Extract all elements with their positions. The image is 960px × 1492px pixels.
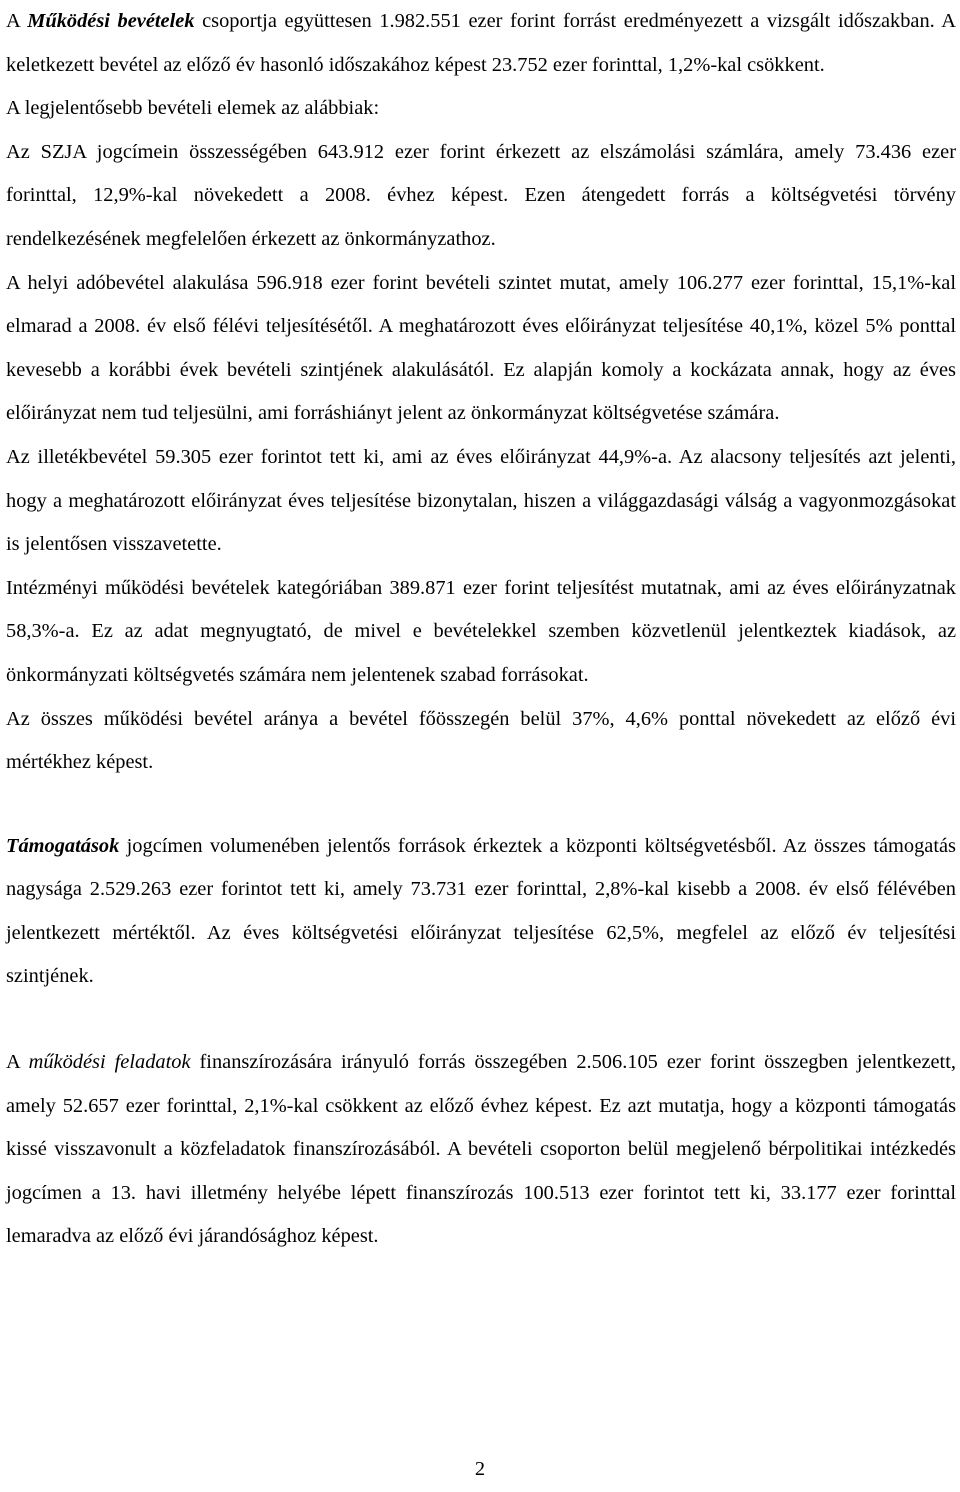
paragraph-bevetel-aranya: Az összes működési bevétel aránya a bevétel főösszegén belül 37%, 4,6% ponttal növekedett az előző évi mértékhez képest.: [6, 707, 956, 774]
paragraph-helyi-ado: A helyi adóbevétel alakulása 596.918 ezer forint bevételi szintet mutat, amely 106.277 ezer forinttal, 15,1%-kal elmarad a 2008. év első félévi teljesítésétől. A meghatározott éves előirányzat teljesítése 40,1%, közel 5% ponttal kevesebb a korábbi évek bevételi szintjének alakulásától. Ez alapján komoly a kockázata annak, hogy az éves előirányzat nem tud teljesülni, ami forráshiányt jelent az önkormányzat költségvetése számára.: [6, 271, 956, 425]
paragraph-text: jogcímen volumenében jelentős források érkeztek a központi költségvetésből. Az összes támogatás nagysága 2.529.263 ezer forintot tett ki, amely 73.731 ezer forinttal, 2,8%-kal kisebb a 2008. év első félévében jelentkezett mértéktől. Az éves költségvetési előirányzat teljesítése 62,5%, megfelel az előző év teljesítési szintjének.: [6, 834, 956, 988]
paragraph-intezmenyi-bevetelek: Intézményi működési bevételek kategóriában 389.871 ezer forint teljesítést mutatnak, ami az éves előirányzatnak 58,3%-a. Ez az adat megnyugtató, de mivel e bevételekkel szemben közvetlenül jelentkeztek kiadások, az önkormányzati költségvetés számára nem jelentenek szabad forrásokat.: [6, 576, 956, 686]
paragraph-mukodesi-bevetelek: [6, 0, 956, 87]
document-page: [6, 0, 956, 1259]
paragraph-lead: A: [6, 1051, 29, 1074]
paragraph-mukodesi-feladatok: [6, 1041, 956, 1259]
page-number: 2: [474, 1458, 486, 1480]
paragraph-text: csoportja együttesen 1.982.551 ezer forint forrást eredményezett a vizsgált időszakban. A keletkezett bevétel az előző év hasonló időszakához képest 23.752 ezer forinttal, 1,2%-kal csökkent.: [6, 10, 956, 76]
paragraph-tamogatasok: [6, 825, 956, 999]
paragraph-szja: Az SZJA jogcímein összességében 643.912 ezer forint érkezett az elszámolási számlára, amely 73.436 ezer forinttal, 12,9%-kal növekedett a 2008. évhez képest. Ezen átengedett forrás a költségvetési törvény rendelkezésének megfelelően érkezett az önkormányzathoz.: [6, 140, 956, 250]
emphasis-mukodesi-bevetelek: Működési bevételek: [27, 10, 195, 32]
paragraph-bevételi-elemek-intro: A legjelentősebb bevételi elemek az alábbiak:: [6, 97, 380, 120]
paragraph-lead: A: [6, 10, 28, 32]
emphasis-mukodesi-feladatok: működési feladatok: [28, 1051, 191, 1074]
paragraph-illetek: Az illetékbevétel 59.305 ezer forintot tett ki, ami az éves előirányzat 44,9%-a. Az alacsony teljesítés azt jelenti, hogy a meghatározott előirányzat éves teljesítése bizonytalan, hiszen a világgazdasági válság a vagyonmozgásokat is jelentősen visszavetette.: [6, 445, 956, 556]
emphasis-tamogatasok: Támogatások: [6, 834, 120, 857]
paragraph-text: finanszírozására irányuló forrás összegében 2.506.105 ezer forint összegben jelentkezett, amely 52.657 ezer forinttal, 2,1%-kal csökkent az előző évhez képest. Ez azt mutatja, hogy a központi támogatás kissé visszavonult a közfeladatok finanszírozásából. A bevételi csoporton belül megjelenő bérpolitikai intézkedés jogcímen a 13. havi illetmény helyébe lépett finanszírozás 100.513 ezer forintot tett ki, 33.177 ezer forinttal lemaradva az előző évi járandósághoz képest.: [6, 1051, 956, 1248]
